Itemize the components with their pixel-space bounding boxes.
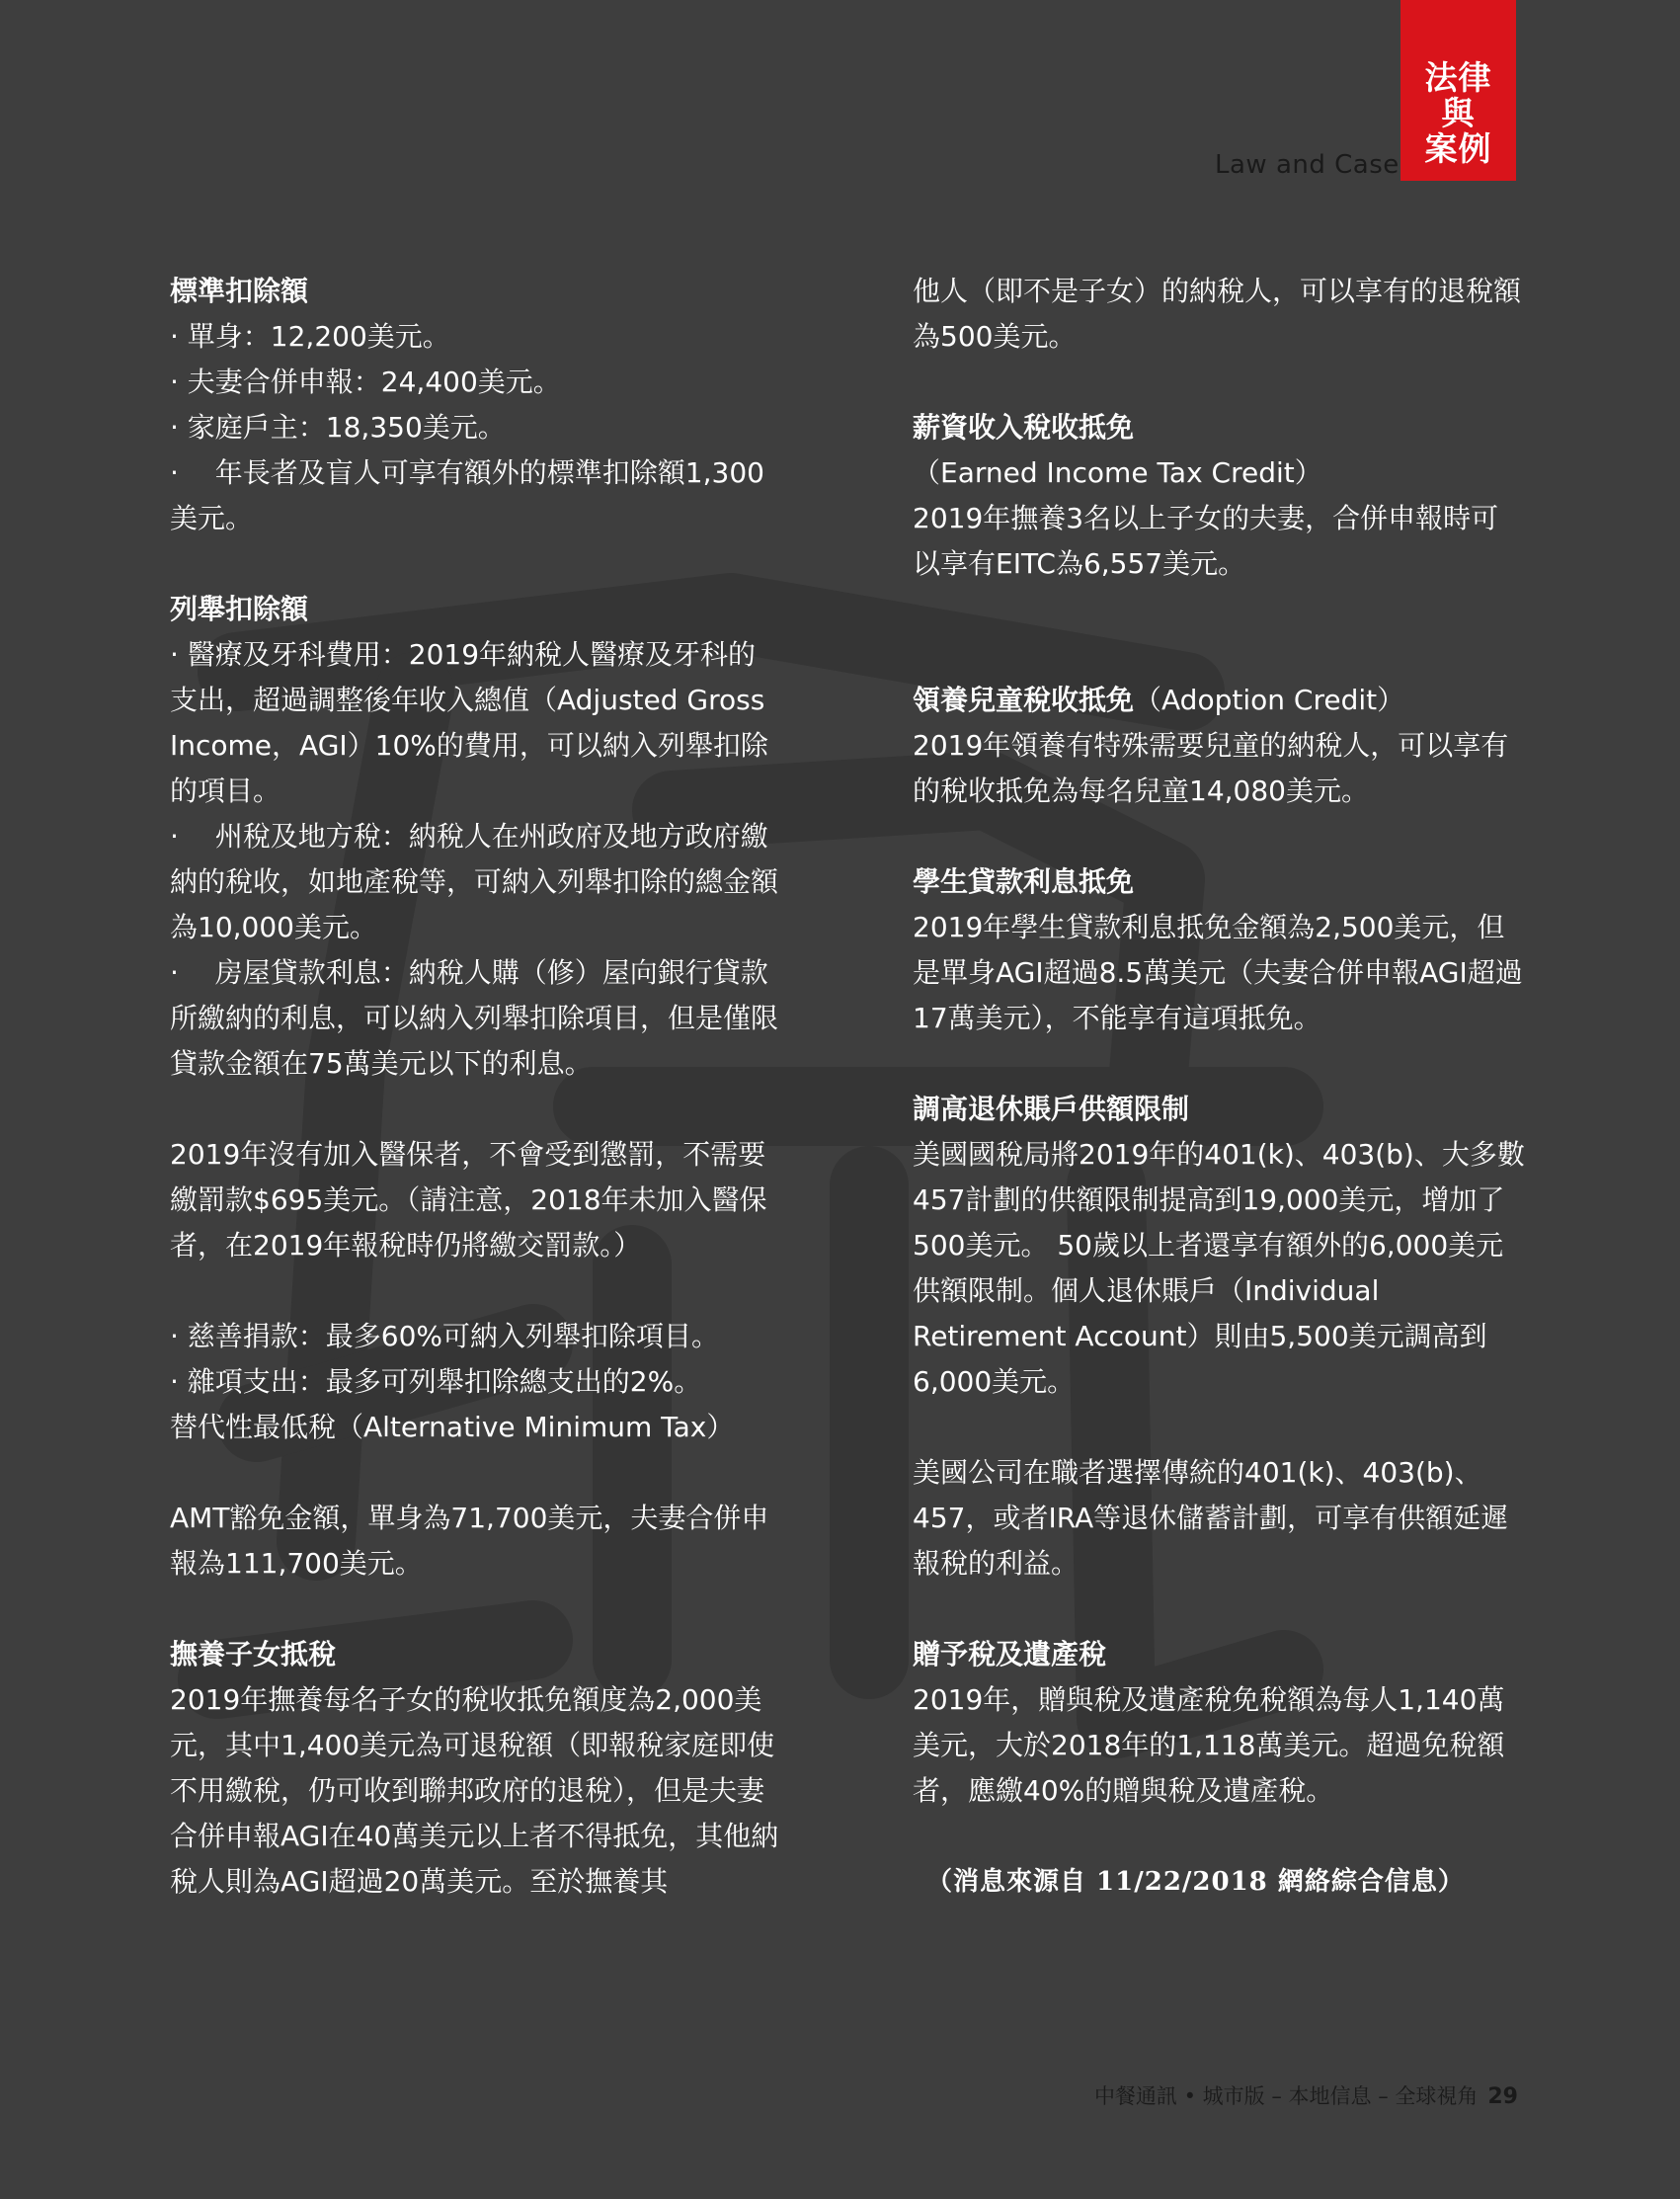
eitc-paragraph: 2019年撫養3名以上子女的夫妻，合併申報時可以享有EITC為6,557美元。 — [913, 502, 1499, 580]
section-label-line2: 與 — [1441, 94, 1476, 132]
standard-deduction-joint: · 夫妻合併申報：24,400美元。 — [170, 366, 561, 398]
standard-deduction-household: · 家庭戶主：18,350美元。 — [170, 411, 506, 444]
gift-estate-heading: 贈予稅及遺產稅 — [913, 1638, 1107, 1670]
child-tax-paragraph: 2019年撫養每名子女的稅收抵免額度為2,000美元，其中1,400美元為可退稅額（即報稅家庭即使不用繳稅，仍可收到聯邦政府的退稅），但是夫妻合併申報AGI在40萬美元以上者不得抵免，其他納稅人則為AGI超過20萬美元。至於撫養其 — [170, 1683, 779, 1898]
deferral-paragraph: 美國公司在職者選擇傳統的401(k)、403(b)、457，或者IRA等退休儲蓄計劃，可享有供額延遲報稅的利益。 — [913, 1456, 1509, 1580]
section-label-line1: 法律 — [1424, 58, 1492, 97]
student-loan-paragraph: 2019年學生貸款利息抵免金額為2,500美元，但是單身AGI超過8.5萬美元（夫妻合併申報AGI超過17萬美元），不能享有這項抵免。 — [913, 911, 1523, 1034]
standard-deduction-elderly: · 年長者及盲人可享有額外的標準扣除額1,300美元。 — [170, 456, 764, 534]
insurance-paragraph: 2019年沒有加入醫保者，不會受到懲罰，不需要繳罰款$695美元。（請注意，2018年未加入醫保者，在2019年報稅時仍將繳交罰款。） — [170, 1138, 767, 1262]
retirement-heading: 調高退休賬戶供額限制 — [913, 1093, 1190, 1125]
amt-heading: 替代性最低稅（Alternative Minimum Tax） — [170, 1411, 735, 1443]
left-column — [170, 269, 782, 1905]
eitc-english: （Earned Income Tax Credit） — [913, 456, 1322, 489]
misc-item: · 雜項支出：最多可列舉扣除總支出的2%。 — [170, 1365, 702, 1398]
gift-estate-paragraph: 2019年，贈與稅及遺產稅免稅額為每人1,140萬美元，大於2018年的1,118萬美元。超過免稅額者，應繳40%的贈與稅及遺產稅。 — [913, 1683, 1505, 1807]
eitc-heading: 薪資收入稅收抵免 — [913, 411, 1135, 444]
section-label-line3: 案例 — [1424, 129, 1492, 168]
student-loan-heading: 學生貸款利息抵免 — [913, 865, 1135, 898]
page-footer — [1094, 2080, 1518, 2110]
itemized-state-tax: · 州稅及地方稅：納稅人在州政府及地方政府繳納的稅收，如地產稅等，可納入列舉扣除的總金額為10,000美元。 — [170, 820, 779, 943]
itemized-mortgage: · 房屋貸款利息：納稅人購（修）屋向銀行貸款所繳納的利息，可以納入列舉扣除項目，但是僅限貸款金額在75萬美元以下的利息。 — [170, 956, 779, 1080]
itemized-deduction-heading: 列舉扣除額 — [170, 593, 309, 625]
charity-item: · 慈善捐款：最多60%可納入列舉扣除項目。 — [170, 1320, 720, 1352]
adoption-english: （Adoption Credit） — [1134, 684, 1405, 716]
publication-name: 中餐通訊 • 城市版 – 本地信息 – 全球視角 — [1093, 2084, 1479, 2108]
child-tax-heading: 撫養子女抵稅 — [170, 1638, 337, 1670]
section-english-label: Law and Case — [1215, 150, 1400, 180]
source-note: （消息來源自 11/22/2018 網絡綜合信息） — [926, 1867, 1465, 1897]
section-tab — [1400, 0, 1516, 181]
retirement-paragraph: 美國國稅局將2019年的401(k)、403(b)、大多數457計劃的供額限制提高到19,000美元，增加了500美元。 50歲以上者還享有額外的6,000美元供額限制。個人退休賬戶（Individual Retirement Account）則由5,500美元調高到6,000美元。 — [913, 1138, 1525, 1398]
page-number: 29 — [1487, 2084, 1518, 2109]
child-tax-continued: 他人（即不是子女）的納稅人，可以享有的退稅額為500美元。 — [913, 275, 1522, 353]
standard-deduction-heading: 標準扣除額 — [170, 275, 309, 307]
adoption-paragraph: 2019年領養有特殊需要兒童的納稅人，可以享有的稅收抵免為每名兒童14,080美元。 — [913, 729, 1509, 807]
itemized-medical: · 醫療及牙科費用：2019年納稅人醫療及牙科的支出，超過調整後年收入總值（Adjusted Gross Income，AGI）10%的費用，可以納入列舉扣除的項目。 — [170, 638, 768, 807]
adoption-heading: 領養兒童稅收抵免 — [913, 684, 1135, 716]
amt-paragraph: AMT豁免金額，單身為71,700美元，夫妻合併申報為111,700美元。 — [170, 1502, 769, 1580]
standard-deduction-single: · 單身：12,200美元。 — [170, 320, 450, 353]
right-column — [913, 269, 1525, 1905]
